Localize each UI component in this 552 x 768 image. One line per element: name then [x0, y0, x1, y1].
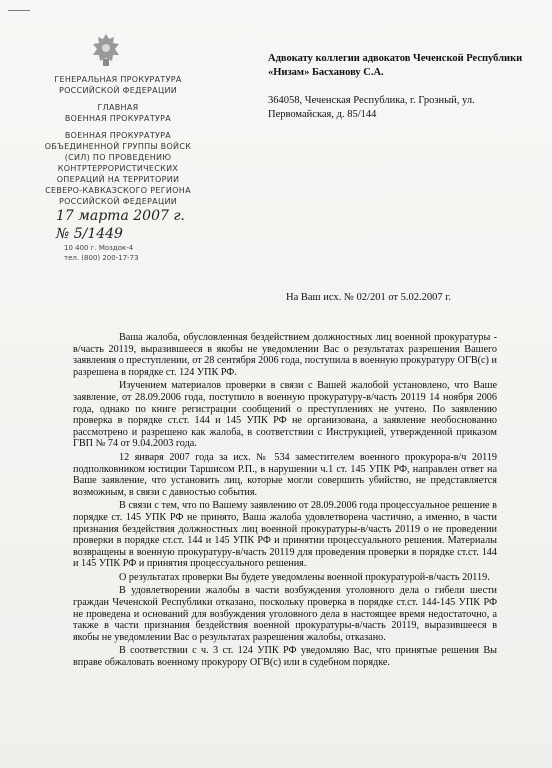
sender-address-line: 10 400 г. Моздок-4 [64, 244, 134, 252]
org-line: РОССИЙСКОЙ ФЕДЕРАЦИИ [58, 197, 178, 206]
sender-phone-line: тел. (800) 200-17-73 [64, 254, 139, 262]
org-line: ОБЪЕДИНЕННОЙ ГРУППЫ ВОЙСК [44, 142, 192, 151]
state-emblem-icon [86, 30, 126, 70]
body-paragraph: Ваша жалоба, обусловленная бездействием должностных лиц военной прокуратуры - в/часть 20119, выразившееся в якобы не уведомлении Вас о результатах разрешения Вашего заявления о преступлении, от 28 сентября 2006 года, поступила в военную прокуратуру ОГВ(с) и разрешена в порядке ст. 124 УПК РФ. [73, 332, 497, 378]
org-line: ОПЕРАЦИЙ НА ТЕРРИТОРИИ [56, 175, 180, 184]
letter-body [73, 332, 497, 671]
body-paragraph: В связи с тем, что по Вашему заявлению от 28.09.2006 года процессуальное решение в порядке ст. 145 УПК РФ не принято, Ваша жалоба удовлетворена частично, а именно, в части признания бездействия должностных лиц военной прокуратуры-в/часть 20119 о не проведении проверки в порядке ст.ст. 144 и 145 УПК РФ и принятии процессуального решения. Материалы возвращены в военную прокуратуру-в/часть 20119 для проведения проверки в порядке ст.ст. 144 и 145 УПК РФ и принятия процессуального решения. [73, 500, 497, 570]
org-line: ВОЕННАЯ ПРОКУРАТУРА [64, 131, 172, 140]
corner-mark [8, 10, 30, 11]
body-paragraph: Изучением материалов проверки в связи с Вашей жалобой установлено, что Ваше заявление, от 28.09.2006 года, поступило в военную прокуратуру-в/часть 20119 14 ноября 2006 года, однако по книге регистрации сообщений о преступлениях не учтено. По заявлению проверка в порядке ст.ст. 144 и 145 УПК РФ не организована, а заявление необоснованно рассмотрено и разрешено как жалоба, в соответствии с Инструкцией, утвержденной приказом ГВП № 74 от 9.04.2003 года. [73, 380, 497, 450]
org-line: СЕВЕРО-КАВКАЗСКОГО РЕГИОНА [45, 186, 191, 195]
body-paragraph: В соответствии с ч. 3 ст. 124 УПК РФ уведомляю Вас, что принятые решения Вы вправе обжаловать военному прокурору ОГВ(с) или в судебном порядке. [73, 645, 497, 669]
sender-block [38, 74, 198, 263]
outgoing-number: № 5/1449 [56, 226, 123, 242]
org-line: РОССИЙСКОЙ ФЕДЕРАЦИИ [58, 86, 178, 95]
org-line: ГЛАВНАЯ [97, 103, 139, 112]
org-line: ГЕНЕРАЛЬНАЯ ПРОКУРАТУРА [54, 75, 182, 84]
org-line: ВОЕННАЯ ПРОКУРАТУРА [64, 114, 172, 123]
body-paragraph: О результатах проверки Вы будете уведомлены военной прокуратурой-в/часть 20119. [119, 571, 490, 583]
reference-line: На Ваш исх. № 02/201 от 5.02.2007 г. [286, 292, 452, 303]
addressee-address: 364058, Чеченская Республика, г. Грозный, ул. Первомайская, д. 85/144 [268, 95, 475, 120]
outgoing-date: 17 марта 2007 г. [56, 208, 185, 224]
body-paragraph: В удовлетворении жалобы в части возбуждения уголовного дела о гибели шести граждан Чеченской Республики отказано, поскольку проверка в порядке ст.ст. 144-145 УПК РФ не проведена и оснований для возбуждения уголовного дела в настоящее время недостаточно, а также в части признания бездействия военной прокуратуры-в/часть 20119, выразившееся в якобы не уведомлении Вас о результатах разрешения жалобы, отказано. [73, 585, 497, 643]
addressee-block [268, 52, 538, 122]
org-line: (СИЛ) ПО ПРОВЕДЕНИЮ [64, 153, 172, 162]
body-paragraph: 12 января 2007 года за исх. № 534 заместителем военного прокурора-в/ч 20119 подполковником юстиции Таршисом Р.П., в нарушении ч.1 ст. 145 УПК РФ, направлен ответ на Ваше заявление, что установить лиц, которые могли совершить убийство, не представляется возможным, в связи с давностью события. [73, 451, 497, 498]
addressee-name: Адвокату коллегии адвокатов Чеченской Республики «Низам» Басханову С.А. [268, 53, 523, 78]
org-line: КОНТРТЕРРОРИСТИЧЕСКИХ [57, 164, 179, 173]
